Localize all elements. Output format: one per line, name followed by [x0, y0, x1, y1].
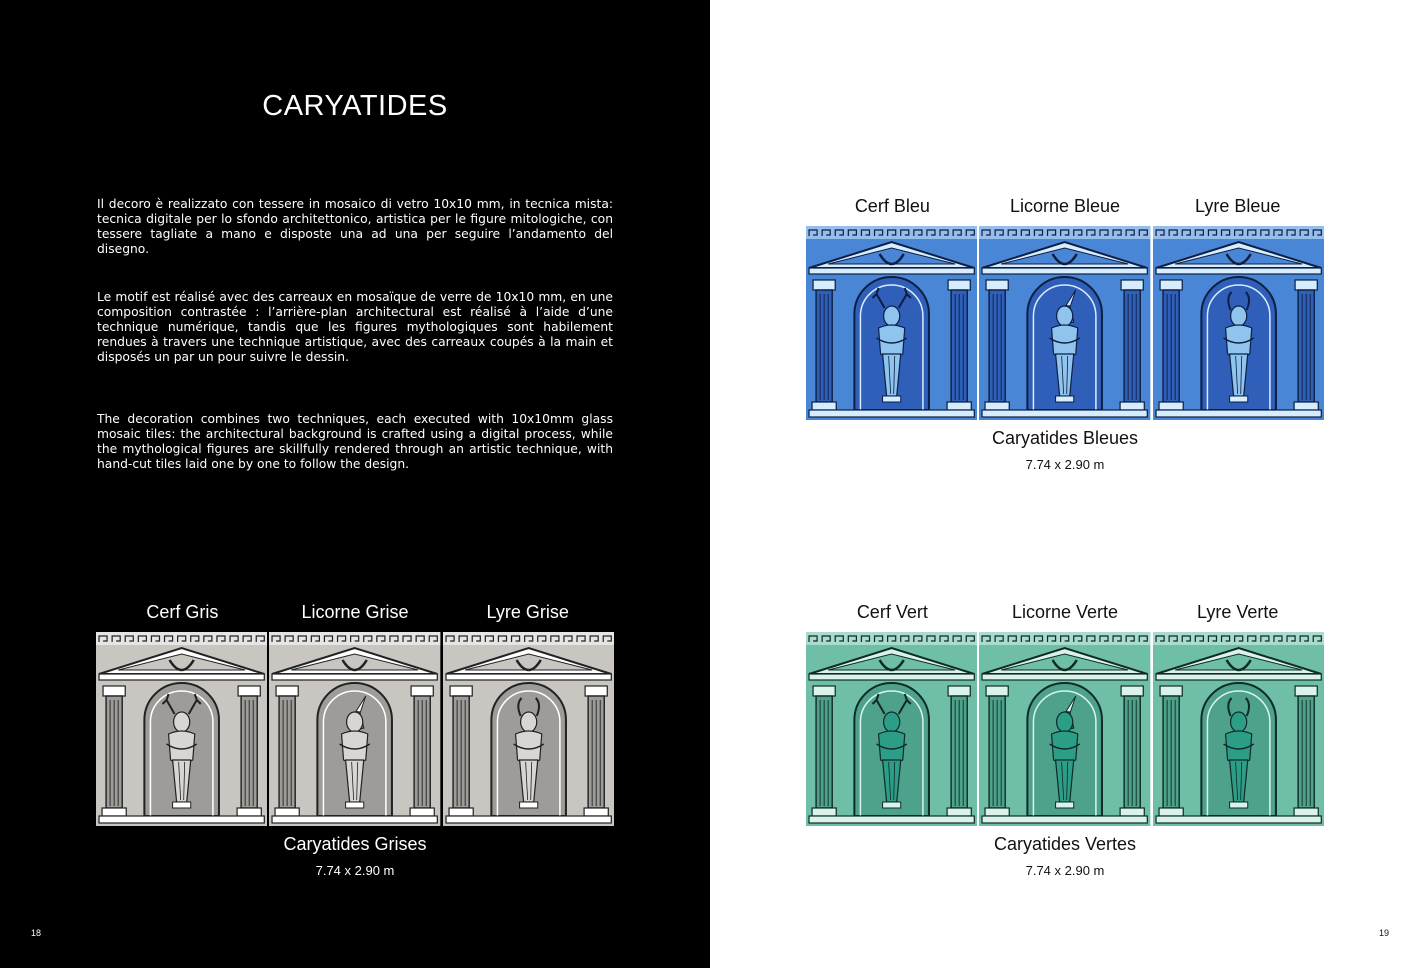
panel-label: Licorne Grise [301, 602, 409, 622]
group-dimensions: 7.74 x 2.90 m [1025, 863, 1105, 878]
group-title: Caryatides Bleues [991, 428, 1139, 448]
right-page [710, 0, 1420, 968]
panel-label: Lyre Bleue [1194, 196, 1281, 216]
panel-label: Licorne Bleue [1009, 196, 1121, 216]
mosaic-panel-lyre [1153, 226, 1324, 420]
panel-label: Cerf Vert [856, 602, 928, 622]
panel-labels [806, 602, 1324, 628]
group-title: Caryatides Vertes [993, 834, 1137, 854]
mosaic-panels [806, 226, 1324, 420]
panel-label: Cerf Gris [146, 602, 219, 622]
description-french: Le motif est réalisé avec des carreaux en mosaïque de verre de 10x10 mm, en une composition contrastée : l’arrière-plan architectural est réalisé à l’aide d’une technique numérique, tandis que les figures mythologiques sont habilement rendues à travers une technique artistique, avec des carreaux coupés à la main et disposés un par un pour suivre le dessin. [97, 290, 613, 364]
mosaic-panels [806, 632, 1324, 826]
mosaic-panel-cerf [806, 632, 977, 826]
mosaic-panel-lyre [443, 632, 614, 826]
group-dimensions: 7.74 x 2.90 m [1025, 457, 1105, 472]
panel-labels [806, 196, 1324, 222]
mosaic-panels [96, 632, 614, 826]
mosaic-panel-licorne [979, 226, 1150, 420]
panel-label: Lyre Verte [1196, 602, 1279, 622]
panel-labels [96, 602, 614, 628]
group-bleues [806, 196, 1324, 472]
mosaic-panel-cerf [806, 226, 977, 420]
group-title: Caryatides Grises [283, 834, 427, 854]
group-vertes [806, 602, 1324, 878]
mosaic-panel-cerf [96, 632, 267, 826]
page-number-right: 19 [1378, 928, 1389, 938]
description-english: The decoration combines two techniques, each executed with 10x10mm glass mosaic tiles: the architectural background is crafted using a digital process, while the mythological figures are skillfully rendered through an artistic technique, with hand-cut tiles laid one by one to follow the design. [97, 412, 613, 471]
group-dimensions: 7.74 x 2.90 m [315, 863, 395, 878]
mosaic-panel-licorne [269, 632, 440, 826]
mosaic-panel-licorne [979, 632, 1150, 826]
group-grises [96, 602, 614, 878]
panel-label: Cerf Bleu [854, 196, 930, 216]
page-title: CARYATIDES [262, 90, 448, 122]
description-italian: Il decoro è realizzato con tessere in mosaico di vetro 10x10 mm, in tecnica mista: tecnica digitale per lo sfondo architettonico, artistica per le figure mitologiche, con tessere tagliate a mano e disposte una ad una per seguire l’andamento del disegno. [97, 197, 613, 256]
page-number-left: 18 [31, 928, 42, 938]
panel-label: Licorne Verte [1011, 602, 1119, 622]
mosaic-panel-lyre [1153, 632, 1324, 826]
panel-label: Lyre Grise [486, 602, 569, 622]
